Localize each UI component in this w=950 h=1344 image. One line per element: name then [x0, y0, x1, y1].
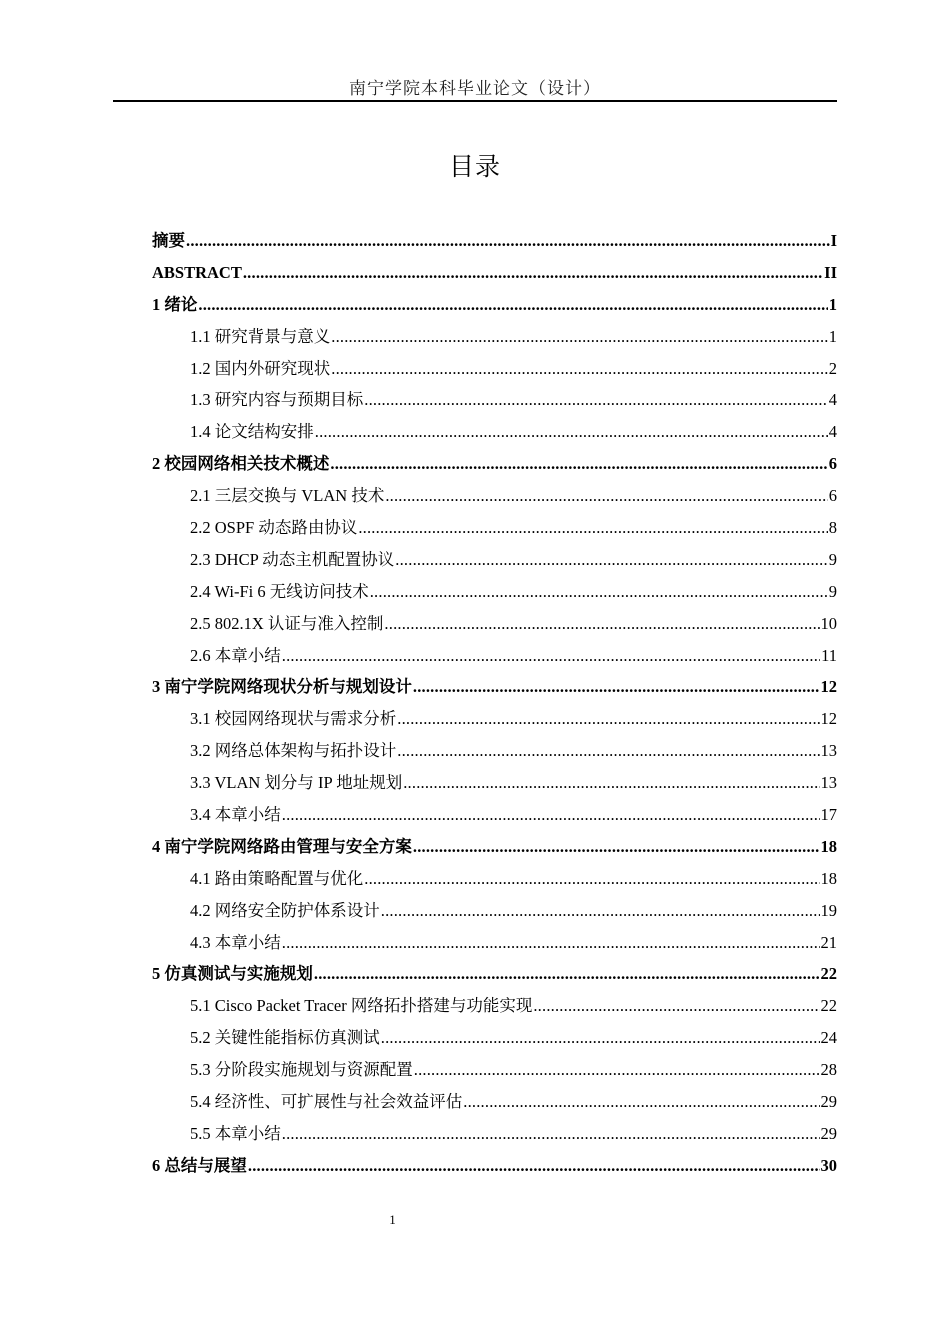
table-of-contents [152, 225, 837, 1182]
running-header: 南宁学院本科毕业论文（设计） [349, 79, 601, 98]
toc-section-entry[interactable] [152, 799, 837, 831]
toc-dot-leader [533, 990, 819, 1022]
toc-entry-page: 6 [828, 454, 837, 474]
toc-entry-page: 22 [820, 996, 837, 1016]
toc-entry-page: 24 [820, 1028, 837, 1048]
toc-entry-label: 1 绪论 [152, 294, 198, 314]
toc-section-entry[interactable] [152, 576, 837, 608]
toc-section-entry[interactable] [152, 990, 837, 1022]
toc-entry-label: 1.2 国内外研究现状 [190, 358, 331, 378]
toc-entry-page: 8 [828, 518, 837, 538]
toc-dot-leader [186, 225, 830, 257]
toc-entry-label: 摘要 [152, 231, 185, 250]
toc-chapter-entry[interactable] [152, 831, 837, 863]
toc-section-entry[interactable] [152, 1086, 837, 1118]
toc-section-entry[interactable] [152, 608, 837, 640]
toc-entry-label: 2.3 DHCP 动态主机配置协议 [190, 549, 395, 569]
toc-section-entry[interactable] [152, 1022, 837, 1054]
toc-entry-page: 13 [820, 773, 837, 793]
toc-entry-page: 4 [828, 390, 837, 410]
toc-dot-leader [198, 289, 827, 321]
toc-entry-label: 5.1 Cisco Packet Tracer 网络拓扑搭建与功能实现 [190, 996, 533, 1016]
toc-entry-label: 5.5 本章小结 [190, 1123, 281, 1143]
toc-entry-page: 4 [828, 422, 837, 442]
toc-entry-page: 12 [820, 709, 837, 729]
toc-section-entry[interactable] [152, 767, 837, 799]
toc-dot-leader [330, 448, 827, 480]
toc-dot-leader [414, 1054, 820, 1086]
toc-entry-page: 9 [828, 549, 837, 569]
toc-section-entry[interactable] [152, 895, 837, 927]
toc-entry-label: 4.1 路由策略配置与优化 [190, 868, 364, 888]
toc-entry-label: 5.3 分阶段实施规划与资源配置 [190, 1060, 413, 1080]
toc-entry-label: 6 总结与展望 [152, 1155, 247, 1175]
toc-section-entry[interactable] [152, 544, 837, 576]
toc-dot-leader [364, 384, 828, 416]
toc-chapter-entry[interactable] [152, 671, 837, 703]
toc-entry-page: 18 [820, 836, 837, 856]
toc-entry-label: 2.5 802.1X 认证与准入控制 [190, 613, 384, 633]
toc-entry-page: 1 [828, 326, 837, 346]
toc-dot-leader [381, 1022, 820, 1054]
toc-entry-page: 1 [828, 294, 837, 314]
toc-dot-leader [395, 544, 827, 576]
toc-dot-leader [314, 958, 820, 990]
toc-entry-label: 4.2 网络安全防护体系设计 [190, 900, 380, 920]
toc-chapter-entry[interactable] [152, 958, 837, 990]
toc-dot-leader [282, 799, 820, 831]
toc-section-entry[interactable] [152, 1118, 837, 1150]
toc-section-entry[interactable] [152, 640, 837, 672]
toc-section-entry[interactable] [152, 384, 837, 416]
toc-entry-page: 9 [828, 581, 837, 601]
toc-entry-label: 2 校园网络相关技术概述 [152, 454, 330, 474]
toc-entry-label: 5.4 经济性、可扩展性与社会效益评估 [190, 1092, 463, 1112]
toc-entry-label: 3 南宁学院网络现状分析与规划设计 [152, 677, 412, 697]
toc-dot-leader [381, 895, 820, 927]
toc-entry-page: 2 [828, 358, 837, 378]
toc-chapter-entry[interactable] [152, 448, 837, 480]
toc-section-entry[interactable] [152, 1054, 837, 1086]
toc-dot-leader [413, 671, 820, 703]
toc-dot-leader [397, 735, 819, 767]
page-number: 1 [389, 1212, 396, 1227]
toc-entry-page: 21 [820, 932, 837, 952]
toc-entry-label: 3.2 网络总体架构与拓扑设计 [190, 741, 397, 761]
toc-entry-page: 6 [828, 486, 837, 506]
toc-section-entry[interactable] [152, 321, 837, 353]
toc-section-entry[interactable] [152, 353, 837, 385]
toc-entry-page: 12 [820, 677, 837, 697]
toc-entry-page: II [824, 262, 837, 282]
toc-entry-page: 13 [820, 741, 837, 761]
toc-dot-leader [370, 576, 828, 608]
toc-chapter-entry[interactable] [152, 289, 837, 321]
header-rule [113, 100, 837, 102]
toc-entry-page: 22 [820, 964, 837, 984]
toc-entry-label: 5 仿真测试与实施规划 [152, 964, 313, 984]
toc-entry-label: 2.1 三层交换与 VLAN 技术 [190, 486, 385, 506]
toc-dot-leader [315, 416, 828, 448]
toc-entry-label: 5.2 关键性能指标仿真测试 [190, 1028, 380, 1048]
toc-dot-leader [282, 640, 820, 672]
toc-entry-label: ABSTRACT [152, 262, 242, 282]
toc-entry-page: 30 [820, 1155, 837, 1175]
toc-entry-page: 10 [820, 613, 837, 633]
toc-entry-page: 19 [820, 900, 837, 920]
toc-dot-leader [397, 703, 819, 735]
toc-dot-leader [403, 767, 819, 799]
toc-dot-leader [282, 1118, 820, 1150]
toc-entry-label: 3.4 本章小结 [190, 805, 281, 825]
toc-chapter-entry[interactable] [152, 225, 837, 257]
toc-dot-leader [463, 1086, 819, 1118]
toc-chapter-entry[interactable] [152, 257, 837, 289]
toc-dot-leader [282, 927, 820, 959]
toc-entry-page: 11 [821, 645, 837, 665]
toc-dot-leader [358, 512, 827, 544]
toc-dot-leader [331, 321, 828, 353]
toc-section-entry[interactable] [152, 703, 837, 735]
toc-entry-label: 1.3 研究内容与预期目标 [190, 390, 364, 410]
toc-entry-label: 1.1 研究背景与意义 [190, 326, 331, 346]
toc-entry-label: 2.6 本章小结 [190, 645, 281, 665]
toc-dot-leader [413, 831, 820, 863]
toc-entry-label: 4 南宁学院网络路由管理与安全方案 [152, 836, 412, 856]
toc-entry-page: 29 [820, 1092, 837, 1112]
toc-entry-page: 28 [820, 1060, 837, 1080]
toc-dot-leader [248, 1150, 820, 1182]
toc-dot-leader [243, 257, 823, 289]
toc-entry-label: 4.3 本章小结 [190, 932, 281, 952]
toc-entry-page: 29 [820, 1123, 837, 1143]
toc-entry-label: 3.3 VLAN 划分与 IP 地址规划 [190, 773, 403, 793]
toc-dot-leader [385, 480, 827, 512]
toc-entry-label: 3.1 校园网络现状与需求分析 [190, 709, 397, 729]
toc-title: 目录 [448, 154, 501, 181]
toc-entry-label: 2.2 OSPF 动态路由协议 [190, 518, 358, 538]
toc-dot-leader [364, 863, 819, 895]
toc-entry-page: I [830, 231, 837, 250]
toc-section-entry[interactable] [152, 512, 837, 544]
toc-section-entry[interactable] [152, 416, 837, 448]
toc-section-entry[interactable] [152, 735, 837, 767]
toc-entry-label: 2.4 Wi-Fi 6 无线访问技术 [190, 581, 369, 601]
toc-entry-page: 17 [820, 805, 837, 825]
toc-chapter-entry[interactable] [152, 1150, 837, 1182]
toc-section-entry[interactable] [152, 480, 837, 512]
toc-dot-leader [384, 608, 819, 640]
toc-entry-page: 18 [820, 868, 837, 888]
toc-section-entry[interactable] [152, 863, 837, 895]
toc-entry-label: 1.4 论文结构安排 [190, 422, 314, 442]
toc-dot-leader [331, 353, 828, 385]
toc-section-entry[interactable] [152, 927, 837, 959]
